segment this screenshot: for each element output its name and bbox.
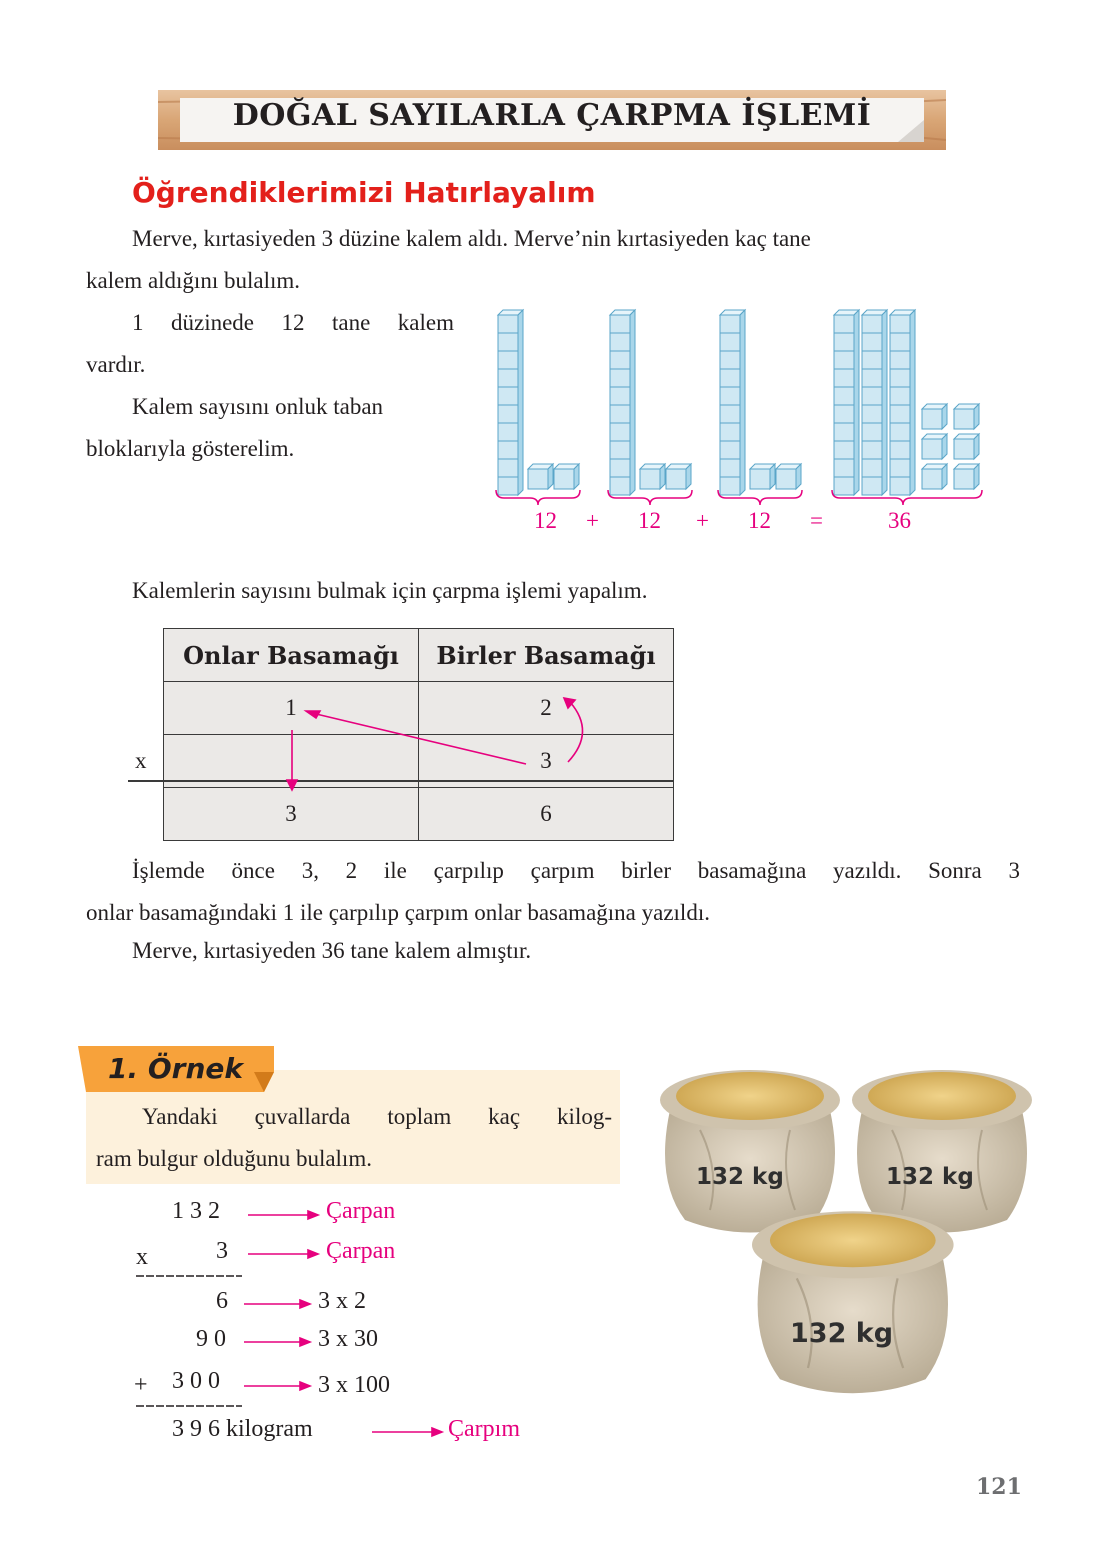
unit-cube [776,464,801,489]
multiplication-intro: Kalemlerin sayısını bulmak için çarpma işlemi yapalım. [132,578,648,603]
sack-right [852,1070,1032,1233]
unit-cube [528,464,553,489]
multiply-operator: x [136,1244,148,1270]
unit-cube [954,464,979,489]
cell-tens: 3 [164,788,419,841]
header-tens: Onlar Basamağı [164,629,419,682]
blocks-term-3: 12 [748,508,771,533]
multiplication-arrows [130,1196,460,1456]
unit-cube [954,404,979,429]
example-text-line-1: Yandaki çuvallarda toplam kaç kilog- [142,1104,612,1129]
example-label: 1. Örnek [108,1052,244,1085]
base-ten-blocks-illustration [490,300,990,510]
unit-cube [640,464,665,489]
table-header-row [164,629,674,682]
sack-left [660,1070,840,1233]
unit-cube [922,464,947,489]
cell-tens: 1 [164,682,419,735]
table-operator: x [135,748,147,773]
intro-line-1: Merve, kırtasiyeden 3 düzine kalem aldı. Merve’nin kırtasiyeden kaç tane [132,226,811,251]
ten-rod-5 [862,310,887,495]
blocks-term-1: 12 [534,508,557,533]
unit-cube [750,464,775,489]
section-title: Öğrendiklerimizi Hatırlayalım [132,176,596,209]
blocks-plus-2: + [696,508,709,533]
cell-ones: 3 [419,735,674,788]
intro-p2-line-1: 1 düzinede 12 tane kalem [132,310,454,335]
header-ones: Birler Basamağı [419,629,674,682]
partial-product-1: 6 [216,1288,228,1314]
result: 3 9 6 kilogram [172,1416,313,1442]
unit-cube [922,404,947,429]
arrow-3-to-1 [312,713,526,764]
unit-cube [554,464,579,489]
blocks-plus-1: + [586,508,599,533]
arrow-3-to-2 [568,702,583,762]
multiplier: 3 [216,1238,228,1264]
page-number: 121 [976,1474,1022,1500]
multiplicand-label: Çarpan [326,1198,396,1224]
partial-product-3: 3 0 0 [172,1368,220,1394]
page-title: DOĞAL SAYILARLA ÇARPMA İŞLEMİ [232,98,872,133]
cell-ones: 2 [419,682,674,735]
explanation-line-1: İşlemde önce 3, 2 ile çarpılıp çarpım birler basamağına yazıldı. Sonra 3 [132,858,1020,883]
unit-cube [666,464,691,489]
ten-rod-2 [610,310,635,495]
sack-front [752,1211,954,1393]
blocks-equals: = [810,508,823,533]
example-text-line-2: ram bulgur olduğunu bulalım. [96,1146,372,1171]
intro-line-2: kalem aldığını bulalım. [86,268,300,293]
cell-ones: 6 [419,788,674,841]
table-arrows [128,680,688,800]
sack-label-left: 132 kg [696,1164,784,1190]
partial-label-3: 3 x 100 [318,1372,390,1398]
partial-label-1: 3 x 2 [318,1288,366,1314]
sack-label-front: 132 kg [790,1318,894,1349]
ten-rod-3 [720,310,745,495]
intro-p2-line-2: vardır. [86,352,146,377]
ten-rod-6 [890,310,915,495]
multiplicand: 1 3 2 [172,1198,220,1224]
ten-rod-1 [498,310,523,495]
result-label: Çarpım [448,1416,520,1442]
unit-cube [922,434,947,459]
intro-p3-line-2: bloklarıyla gösterelim. [86,436,295,461]
explanation-line-2: onlar basamağındaki 1 ile çarpılıp çarpım onlar basamağına yazıldı. [86,900,710,925]
partial-label-2: 3 x 30 [318,1326,378,1352]
unit-cube [954,434,979,459]
plus-operator: + [134,1372,148,1398]
ten-rod-4 [834,310,859,495]
intro-p3-line-1: Kalem sayısını onluk taban [132,394,384,419]
sack-label-right: 132 kg [886,1164,974,1190]
multiplier-label: Çarpan [326,1238,396,1264]
explanation-line-3: Merve, kırtasiyeden 36 tane kalem almıştır. [132,938,532,963]
blocks-sum: 36 [888,508,911,533]
blocks-term-2: 12 [638,508,661,533]
partial-product-2: 9 0 [196,1326,226,1352]
